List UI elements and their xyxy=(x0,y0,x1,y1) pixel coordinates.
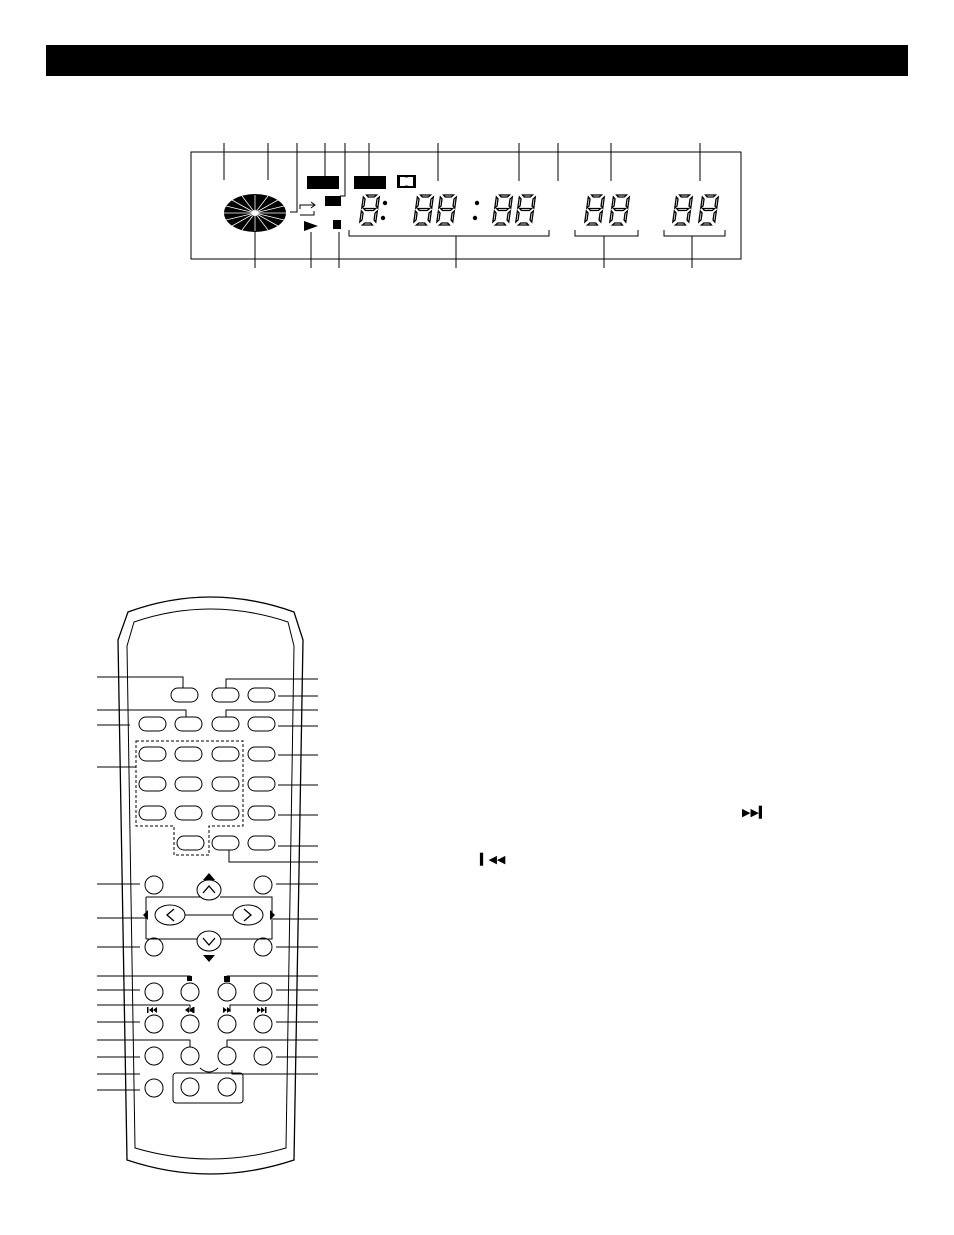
remote-round-button[interactable] xyxy=(145,1047,163,1065)
remote-button[interactable] xyxy=(248,747,275,761)
dolby-digital-logo xyxy=(397,175,416,188)
display-panel xyxy=(191,143,741,268)
remote-round-button[interactable] xyxy=(254,1047,272,1065)
remote-button[interactable] xyxy=(171,688,198,702)
indicator-block-1 xyxy=(307,176,339,189)
numpad-button[interactable] xyxy=(175,777,202,791)
indicator-block-3 xyxy=(354,176,386,189)
remote-button[interactable] xyxy=(248,777,275,791)
remote-round-button[interactable] xyxy=(181,983,199,1001)
remote-round-button[interactable] xyxy=(218,1078,236,1096)
numpad-button[interactable] xyxy=(139,806,166,820)
previous-chapter-icon: ▍◀◀ xyxy=(480,854,506,866)
remote-round-button[interactable] xyxy=(181,1015,199,1033)
remote-round-button[interactable] xyxy=(181,1078,199,1096)
play-icon xyxy=(304,221,318,231)
remote-round-button[interactable] xyxy=(145,876,163,894)
numpad-button[interactable] xyxy=(212,836,239,850)
remote-button[interactable] xyxy=(248,836,275,850)
skip-forward-icon xyxy=(257,1007,267,1013)
remote-round-button[interactable] xyxy=(254,876,272,894)
numpad-button[interactable] xyxy=(175,806,202,820)
numpad-button[interactable] xyxy=(139,777,166,791)
remote-button[interactable] xyxy=(248,806,275,820)
remote-button[interactable] xyxy=(248,688,275,702)
remote-round-button[interactable] xyxy=(145,938,163,956)
numpad-button[interactable] xyxy=(177,836,204,850)
remote-button[interactable] xyxy=(212,688,239,702)
numpad-button[interactable] xyxy=(139,747,166,761)
remote-round-button[interactable] xyxy=(218,983,236,1001)
remote-round-button[interactable] xyxy=(145,1015,163,1033)
remote-button[interactable] xyxy=(139,717,166,731)
remote-round-button[interactable] xyxy=(254,1015,272,1033)
volume-link-arc xyxy=(200,1068,218,1072)
time-digits xyxy=(359,195,718,225)
repeat-icon xyxy=(300,202,315,215)
right-callouts xyxy=(226,679,318,1074)
numpad-button[interactable] xyxy=(175,747,202,761)
pause-icon xyxy=(187,976,192,981)
remote-round-button[interactable] xyxy=(181,1047,199,1065)
down-arrow-icon[interactable] xyxy=(197,931,221,962)
remote-round-button[interactable] xyxy=(254,983,272,1001)
numpad-button[interactable] xyxy=(212,777,239,791)
callout-line xyxy=(290,143,297,212)
remote-round-button[interactable] xyxy=(218,1047,236,1065)
left-arrow-icon[interactable] xyxy=(143,905,185,925)
remote-button[interactable] xyxy=(248,717,275,731)
next-chapter-icon: ▶▶▍ xyxy=(742,807,768,819)
up-arrow-icon[interactable] xyxy=(197,873,221,900)
remote-round-button[interactable] xyxy=(145,1079,163,1097)
remote-button[interactable] xyxy=(212,717,239,731)
callout-line xyxy=(340,143,345,196)
remote-button[interactable] xyxy=(175,717,202,731)
stop-icon xyxy=(224,976,230,982)
remote-round-button[interactable] xyxy=(254,938,272,956)
digit-brackets xyxy=(349,230,725,236)
left-callouts xyxy=(97,677,190,1090)
numpad-button[interactable] xyxy=(212,806,239,820)
remote-round-button[interactable] xyxy=(218,1015,236,1033)
numpad-button[interactable] xyxy=(212,747,239,761)
remote-round-button[interactable] xyxy=(145,983,163,1001)
remote-control xyxy=(97,597,318,1174)
indicator-block-2 xyxy=(325,196,341,206)
disc-icon xyxy=(224,194,286,232)
right-arrow-icon[interactable] xyxy=(233,905,275,925)
skip-back-icon xyxy=(147,1007,157,1013)
pause-icon xyxy=(333,220,341,229)
